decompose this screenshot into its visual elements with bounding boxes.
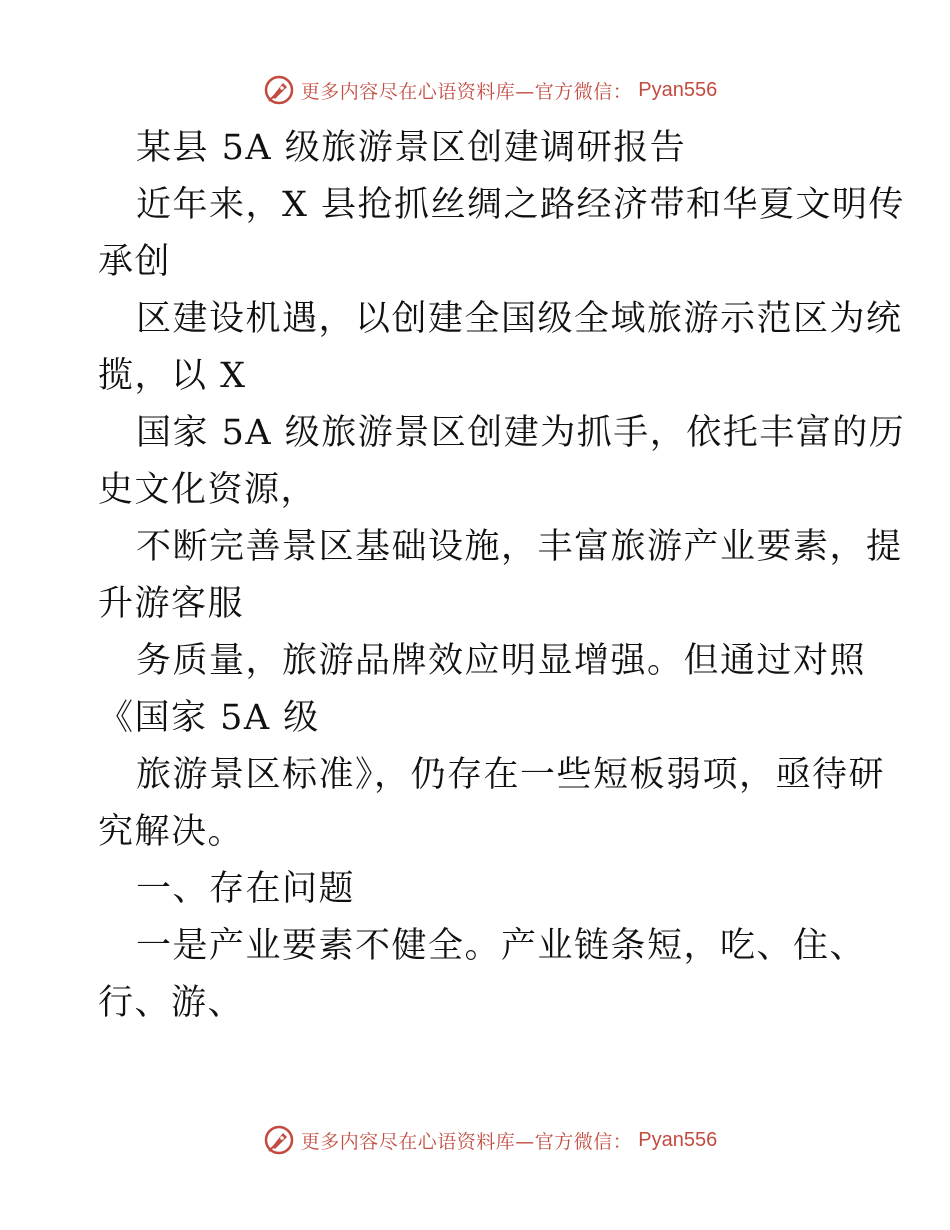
paragraph-line: 不断完善景区基础设施，丰富旅游产业要素，提 [136,527,903,567]
watermark-wechat-id: Pyan556 [638,1128,718,1151]
document-body [98,120,906,1032]
footer-watermark [0,1120,950,1160]
paragraph-line: 承创 [98,242,172,282]
watermark-wechat-id: Pyan556 [638,78,718,101]
watermark-group [263,1124,717,1156]
paragraph-line: 务质量，旅游品牌效应明显增强。但通过对照 [136,641,867,681]
paragraph-line: 旅游景区标准》，仍存在一些短板弱项，亟待研 [136,755,886,795]
paragraph-line: 《国家 5A 级 [98,698,320,738]
paragraph-line: 揽，以 X [98,356,247,396]
header-watermark [0,70,950,110]
paragraph-line: 国家 5A 级旅游景区创建为抓手，依托丰富的历 [136,413,906,453]
document-title: 某县 5A 级旅游景区创建调研报告 [136,128,687,168]
section-heading: 一、存在问题 [136,869,356,909]
watermark-text: 更多内容尽在心语资料库—官方微信： [300,1130,633,1153]
paragraph-line: 究解决。 [98,812,245,852]
pen-nib-logo-icon [263,1124,295,1156]
paragraph-line: 近年来，X 县抢抓丝绸之路经济带和华夏文明传 [136,185,906,225]
paragraph-line: 行、游、 [98,983,245,1023]
pen-nib-logo-icon [263,74,295,106]
paragraph-line: 升游客服 [98,584,245,624]
watermark-text: 更多内容尽在心语资料库—官方微信： [300,80,633,103]
paragraph-line: 一是产业要素不健全。产业链条短，吃、住、 [136,926,867,966]
paragraph-line: 史文化资源， [98,470,318,510]
watermark-group [263,74,717,106]
paragraph-line: 区建设机遇，以创建全国级全域旅游示范区为统 [136,299,903,339]
